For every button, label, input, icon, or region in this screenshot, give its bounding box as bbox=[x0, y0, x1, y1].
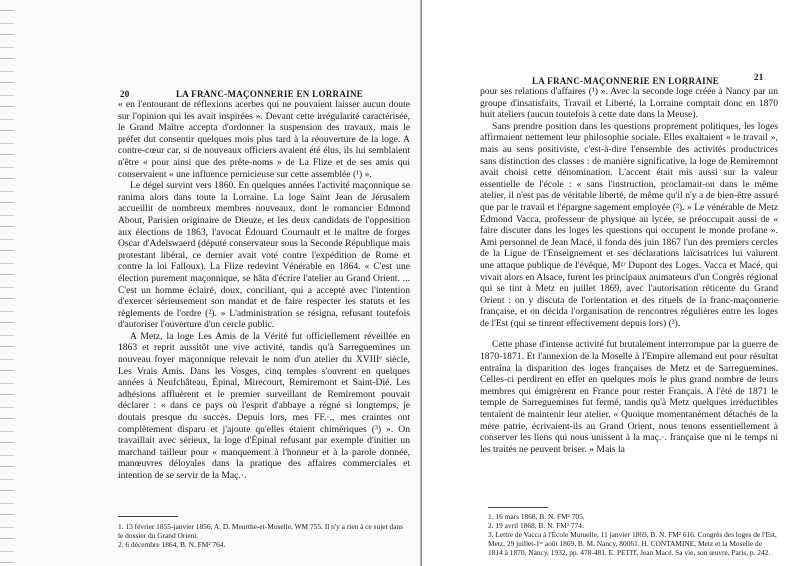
footnote-rule bbox=[118, 516, 178, 517]
running-head: LA FRANC-MAÇONNERIE EN LORRAINE bbox=[532, 76, 720, 86]
page-number: 20 bbox=[120, 89, 130, 99]
paragraph: « en l'entourant de réflexions acerbes qui ne pouvaient laisser aucun doute sur l'opinion qui les avait inspirées ». Devant cette irrégularité caractérisée, le Grand Maître accepta d'ordonner la suspension des travaux, mais le préfet dut consentir quelques mois plus tard à la réouverture de la loge. A contre-cœur car, si de nouveaux officiers avaient été élus, ils lui semblaient n'être « pour ainsi que des prête-noms » de La Flize et de ses amis qui conservaient « une influence pernicieuse sur cette assemblée (¹) ». bbox=[118, 99, 410, 180]
paragraph: Cette phase d'intense activité fut brutalement interrompue par la guerre de 1870-1871. Et l'annexion de la Moselle à l'Empire allemand eut pour résultat entraîna la disparition des loges françaises de Metz et de Sarreguemines. Celles-ci perdirent en effet en quelques mois le plus grand nombre de leurs membres qui émigrèrent en France pour rester Français. A l'été de 1871 le temple de Sarreguemines fut fermé, tandis qu'à Metz quelques irréductibles tentaient de maintenir leur atelier. « Quoique momentanément détachés de la mère patrie, écrivaient-ils au Grand Orient, nous tenons essentiellement à conserver les liens qui nous unissent à la maç.·. française que ni le temps ni les traités ne peuvent briser. » Mais la bbox=[480, 339, 778, 455]
scan-edge-artifact bbox=[0, 0, 14, 566]
running-head: LA FRANC-MAÇONNERIE EN LORRAINE bbox=[176, 89, 364, 99]
paragraph: Le dégel survint vers 1860. En quelques années l'activité maçonnique se ranima alors dans toute la Lorraine. La loge Saint Jean de Jérusalem accueillit de nombreux membres nouveaux, dont le romancier Edmond About, Parisien originaire de Dieuze, et les deux candidats de l'opposition aux élections de 1863, l'avocat Édouard Cournault et le maître de forges Oscar d'Adelswaerd (député conservateur sous la Seconde République mais protestant libéral, ce dernier avait voté contre l'expédition de Rome et contre la loi Falloux). La Flize redevint Vénérable en 1864. « C'est une élection purement maçonnique, se hâta d'écrire l'atelier au Grand Orient. ... C'est un homme éclairé, doux, conciliant, qui a accepté avec l'intention d'exercer sérieusement son mandat et de faire respecter les statuts et les règlements de l'ordre (²). » L'administration se résigna, refusant toutefois d'autoriser l'ouverture d'un cercle public. bbox=[118, 180, 410, 331]
paragraph: A Metz, la loge Les Amis de la Vérité fut officiellement réveillée en 1863 et reprit aussitôt une vive activité, tandis qu'à Sarreguemines un nouveau foyer maçonnique relevait le nom d'un atelier du XVIIIᵉ siècle, Les Vrais Amis. Dans les Vosges, cinq temples s'ouvrent en quelques années à Neufchâteau, Épinal, Mirecourt, Remiremont et Saint-Dié. Les adhésions affluèrent et le premier surveillant de Remiremont pouvait déclarer : « dans ce pays où l'esprit d'abbaye a régné si longtemps, je doutais presque du succès. Depuis lors, mes FF.·., mes craintes ont complètement disparu et j'ajoute qu'elles étaient chimériques (³) ». On travaillait avec sérieux, la loge d'Épinal refusant par exemple d'initier un marchand tailleur pour « manquement à l'honneur et à la parole donnée, manœuvres déloyales dans la pratique des affaires commerciales et intention de se servir de la Maç.·. bbox=[118, 330, 410, 481]
footnotes bbox=[488, 512, 778, 557]
paragraph: Sans prendre position dans les questions proprement politiques, les loges affirmaient nettement leur philosophie sociale. Elles exaltaient « le travail », mais au sens positiviste, c'est-à-dire l'ensemble des activités productrices sans distinction des classes : de manière significative, la loge de Remiremont avait choisi cette dénomination. L'accent était mis aussi sur la valeur essentielle de l'école : « sans l'instruction, proclamait-on dans le même atelier, il n'est pas de véritable liberté, de même qu'il n'y a de bien-être assuré que par le travail et l'épargne sagement employée (²). » Le vénérable de Metz Edmond Vacca, professeur de physique au lycée, se préoccupait aussi de « faire discuter dans les loges les questions qui occupent le monde profane ». Ami personnel de Jean Macé, il fonda dès juin 1867 l'un des premiers cercles de la Ligue de l'Enseignement et ses déclarations laïcisatrices lui valurent une attaque publique de l'évêque, Mᵍʳ Dupont des Loges. Vacca et Macé, qui vivait alors en Alsace, furent les principaux animateurs d'un Congrès régional qui se tint à Metz en juillet 1869, avec l'autorisation réticente du Grand Orient : on y discuta de l'orientation et des rituels de la franc-maçonnerie française, et on décida l'organisation de rencontres régulières entre les loges de l'Est (qui se tinrent effectivement depuis lors) (³). bbox=[480, 120, 778, 329]
body-text bbox=[480, 86, 778, 509]
paragraph: pour ses relations d'affaires (¹) ». Avec la seconde loge créée à Nancy par un groupe d'insatisfaits, Travail et Liberté, la Lorraine comptait donc en 1870 huit ateliers (aucun toutefois à cette date dans la Meuse). bbox=[480, 86, 778, 121]
footnote: 3. Lettre de Vacca à l'École Mutuelle, 11 janvier 1869, B. N. FM² 616. Congrès des loges de l'Est, Metz, 29 juillet-1ᵉʳ août 1869, B. M. Nancy, 80061. H. CONTAMINE, Metz et la Moselle de 1814 à 1870, Nancy, 1932, pp. 478-481. E. PETIT, Jean Macé. Sa vie, son œuvre, Paris, p. 242. bbox=[488, 530, 777, 557]
footnote: 2. 6 décembre 1864, B. N. FM² 764. bbox=[118, 540, 226, 549]
right-page bbox=[422, 0, 800, 566]
page-number: 21 bbox=[754, 72, 764, 82]
footnote: 1. 13 février 1855-janvier 1856, A. D. Meurthe-et-Moselle, WM 755. Il n'y a rien à ce sujet dans le dossier du Grand Orient. bbox=[118, 522, 404, 540]
footnote: 1. 16 mars 1868, B. N. FM² 705. bbox=[488, 512, 585, 521]
footnote: 2. 19 avril 1868, B. N. FM² 774. bbox=[488, 521, 584, 530]
body-text bbox=[118, 99, 410, 509]
footnote-rule bbox=[488, 507, 548, 508]
footnotes bbox=[118, 522, 410, 549]
